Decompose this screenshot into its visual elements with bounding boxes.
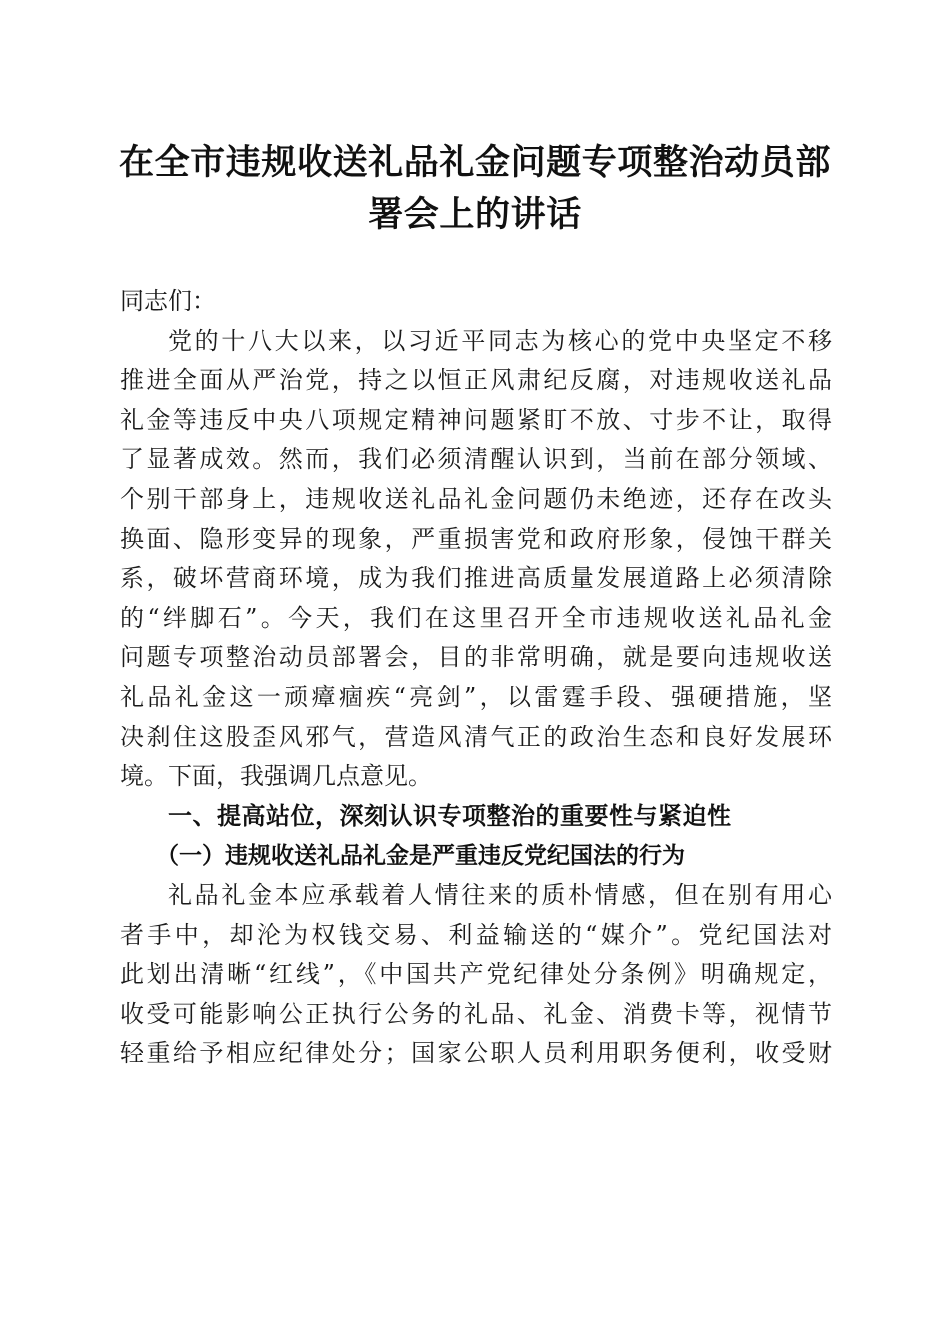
paragraph-line: 个别干部身上，违规收送礼品礼金问题仍未绝迹，还存在改头	[120, 484, 832, 513]
body-paragraph	[120, 876, 832, 1074]
paragraph-line: 礼金等违反中央八项规定精神问题紧盯不放、寸步不让，取得	[120, 405, 832, 434]
salutation: 同志们：	[120, 287, 216, 315]
paragraph-line: 境。下面，我强调几点意见。	[120, 762, 432, 791]
section-heading: 一、提高站位，深刻认识专项整治的重要性与紧迫性	[168, 801, 732, 830]
paragraph-line: 轻重给予相应纪律处分；国家公职人员利用职务便利，收受财	[120, 1039, 832, 1068]
document-body	[120, 282, 832, 1074]
paragraph-line: 党的十八大以来，以习近平同志为核心的党中央坚定不移	[168, 326, 832, 355]
subsection-heading: （一）违规收送礼品礼金是严重违反党纪国法的行为	[156, 842, 685, 870]
paragraph-line: 礼品礼金本应承载着人情往来的质朴情感，但在别有用心	[168, 880, 832, 909]
paragraph-line: 换面、隐形变异的现象，严重损害党和政府形象，侵蚀干群关	[120, 524, 832, 553]
paragraph-line: 收受可能影响公正执行公务的礼品、礼金、消费卡等，视情节	[120, 999, 832, 1028]
document-title	[112, 137, 838, 241]
intro-paragraph	[120, 322, 832, 797]
paragraph-line: 礼品礼金这一顽瘴痼疾“亮剑”，以雷霆手段、强硬措施，坚	[120, 682, 832, 711]
title-line: 在全市违规收送礼品礼金问题专项整治动员部	[118, 142, 831, 183]
paragraph-line: 者手中，却沦为权钱交易、利益输送的“媒介”。党纪国法对	[120, 920, 832, 949]
paragraph-line: 系，破坏营商环境，成为我们推进高质量发展道路上必须清除	[120, 564, 832, 593]
title-line: 署会上的讲话	[368, 194, 582, 235]
paragraph-line: 此划出清晰“红线”，《中国共产党纪律处分条例》明确规定，	[120, 960, 832, 989]
paragraph-line: 的“绊脚石”。今天，我们在这里召开全市违规收送礼品礼金	[120, 603, 832, 632]
paragraph-line: 了显著成效。然而，我们必须清醒认识到，当前在部分领域、	[120, 445, 832, 474]
paragraph-line: 问题专项整治动员部署会，目的非常明确，就是要向违规收送	[120, 643, 832, 672]
paragraph-line: 推进全面从严治党，持之以恒正风肃纪反腐，对违规收送礼品	[120, 366, 832, 395]
paragraph-line: 决刹住这股歪风邪气，营造风清气正的政治生态和良好发展环	[120, 722, 832, 751]
